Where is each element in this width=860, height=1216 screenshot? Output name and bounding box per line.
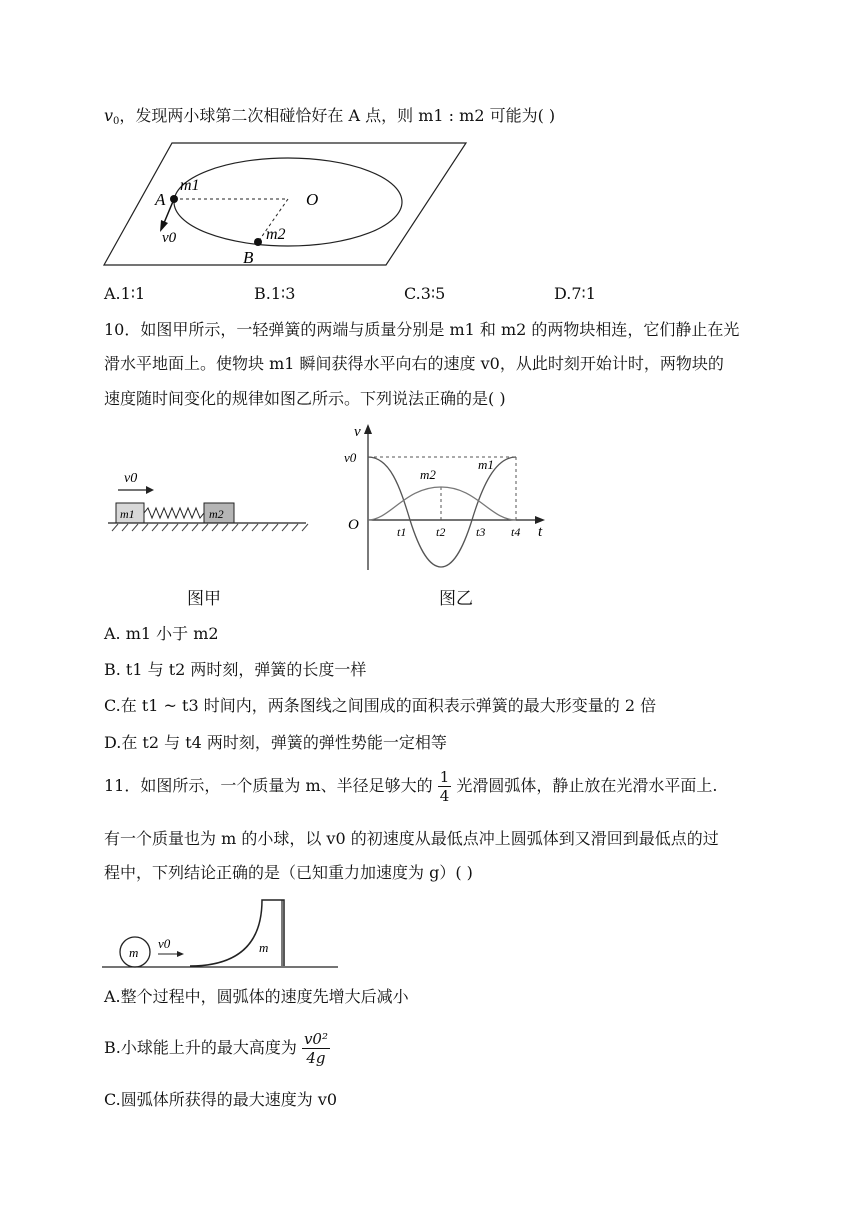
q9-line-tail: ，发现两小球第二次相碰恰好在 A 点，则 m1 : m2 可能为( ) bbox=[119, 106, 556, 125]
q11-arc-block bbox=[190, 900, 284, 966]
q11-line-2: 有一个质量也为 m 的小球，以 v0 的初速度从最低点冲上圆弧体到又滑回到最低点的过 bbox=[104, 829, 719, 848]
q10-tick-v0: v0 bbox=[344, 450, 357, 465]
q9-option-b: B.1∶3 bbox=[254, 284, 296, 303]
q10-curve-label-m2: m2 bbox=[420, 467, 436, 482]
q10-fig-a-v0: v0 bbox=[124, 471, 138, 486]
q10-tick-t3: t3 bbox=[476, 525, 486, 539]
q11-option-b: B.小球能上升的最大高度为 $\frac{\text{v0²}}{4g}$ bbox=[104, 1030, 328, 1067]
q11-v0: v0 bbox=[158, 936, 171, 951]
q9-label-B: B bbox=[243, 248, 254, 267]
q10-tick-t1: t1 bbox=[397, 525, 407, 539]
q10-spring bbox=[144, 508, 204, 518]
q10-line-1: 10．如图甲所示，一轻弹簧的两端与质量分别是 m1 和 m2 的两物块相连，它们静止在光 bbox=[104, 320, 740, 339]
q9-text-line: $v_0$，发现两小球第二次相碰恰好在 A 点，则 m1 : m2 可能为( ) bbox=[104, 106, 556, 127]
q10-option-a: A. m1 小于 m2 bbox=[104, 624, 219, 643]
q11-option-c: C.圆弧体所获得的最大速度为 v0 bbox=[104, 1090, 338, 1109]
q11-figure bbox=[102, 896, 342, 978]
q9-ball-m2 bbox=[254, 238, 262, 246]
q9-option-c: C.3∶5 bbox=[404, 284, 446, 303]
q10-fig-b-caption: 图乙 bbox=[439, 589, 473, 609]
q10-option-d: D.在 t2 与 t4 两时刻，弹簧的弹性势能一定相等 bbox=[104, 733, 447, 752]
q10-tick-t2: t2 bbox=[436, 525, 446, 539]
q9-label-O: O bbox=[306, 190, 319, 209]
q10-fig-a-caption: 图甲 bbox=[187, 589, 221, 609]
q10-option-b: B. t1 与 t2 两时刻，弹簧的长度一样 bbox=[104, 660, 367, 679]
q10-curve-label-m1: m1 bbox=[478, 457, 494, 472]
q10-curve-m2 bbox=[368, 487, 516, 520]
q10-figure-a bbox=[104, 465, 314, 535]
q11-option-a: A.整个过程中，圆弧体的速度先增大后减小 bbox=[104, 987, 409, 1006]
q10-tick-t4: t4 bbox=[511, 525, 521, 539]
q9-option-d: D.7∶1 bbox=[554, 284, 596, 303]
q11-line-3: 程中，下列结论正确的是（已知重力加速度为 g）( ) bbox=[104, 863, 473, 882]
q10-option-c: C.在 t1 ~ t3 时间内，两条图线之间围成的面积表示弹簧的最大形变量的 2 倍 bbox=[104, 696, 657, 715]
q9-circle-path bbox=[174, 158, 402, 246]
q10-axis-t: t bbox=[538, 524, 543, 540]
q9-label-v0: v0 bbox=[162, 230, 177, 246]
q10-origin: O bbox=[348, 517, 359, 533]
q10-axis-v: v bbox=[354, 424, 361, 440]
q11-quarter-fraction: $\frac{1}{4}$ bbox=[439, 768, 450, 805]
q9-figure bbox=[100, 138, 470, 270]
q10-line-2: 滑水平地面上。使物块 m1 瞬间获得水平向右的速度 v0，从此时刻开始计时，两物块的 bbox=[104, 354, 724, 373]
q11-height-fraction: $\frac{\text{v0²}}{4g}$ bbox=[303, 1030, 328, 1067]
q9-label-A: A bbox=[155, 190, 166, 209]
svg-text:m1: m1 bbox=[120, 507, 135, 521]
q10-figure-b bbox=[340, 422, 555, 572]
q9-option-a: A.1∶1 bbox=[104, 284, 146, 303]
svg-text:m2: m2 bbox=[209, 507, 224, 521]
q9-label-m1: m1 bbox=[180, 177, 200, 194]
svg-text:m: m bbox=[129, 945, 139, 960]
q11-line-1: 11．如图所示，一个质量为 m、半径足够大的 $\frac{1}{4}$ 光滑圆弧体，静止放在光滑水平面上. bbox=[104, 768, 718, 805]
q9-label-m2: m2 bbox=[266, 226, 286, 243]
svg-text:m: m bbox=[259, 940, 269, 955]
q10-line-3: 速度随时间变化的规律如图乙所示。下列说法正确的是( ) bbox=[104, 389, 506, 408]
